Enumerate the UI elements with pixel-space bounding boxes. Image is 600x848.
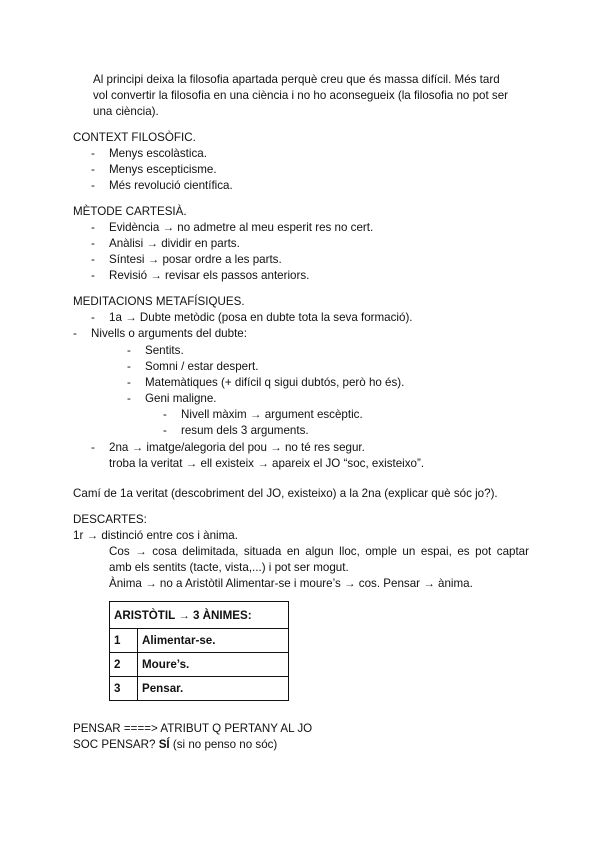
intro-line-3: una ciència). [93,105,159,118]
pensar-line-1: PENSAR ====> ATRIBUT Q PERTANY AL JO [73,722,313,735]
list-dash: - [91,163,95,176]
context-item: Menys escolàstica. [109,147,207,160]
table-row [110,653,289,677]
metode-heading: MÈTODE CARTESIÀ. [73,205,187,218]
meditacions-heading: MEDITACIONS METAFÍSIQUES. [73,295,245,308]
meditacions-item-2: 2na → imatge/alegoria del pou → no té res segur. [109,441,365,454]
list-dash: - [91,269,95,282]
list-dash: - [127,344,131,357]
geni-subitem: resum dels 3 arguments. [181,424,309,437]
table-header: ARISTÒTIL → 3 ÀNIMES: [110,602,289,629]
anima-line: Ànima → no a Aristòtil Alimentar-se i moure’s → cos. Pensar → ànima. [109,577,473,590]
table-row-number: 1 [110,629,138,653]
animes-table [109,601,289,701]
metode-item: Anàlisi → dividir en parts. [109,237,240,250]
cos-line-2: amb els sentits (tacte, vista,...) i pot ser mogut. [109,561,349,574]
context-item: Més revolució científica. [109,179,233,192]
metode-item: Síntesi → posar ordre a les parts. [109,253,282,266]
nivell-item: Geni maligne. [145,392,217,405]
pensar-line-2 [73,738,277,752]
list-dash: - [163,424,167,437]
list-dash: - [127,392,131,405]
table-row-number: 3 [110,677,138,701]
intro-line-1: Al principi deixa la filosofia apartada perquè creu que és massa difícil. Més tard [93,73,500,86]
list-dash: - [73,327,77,340]
list-dash: - [91,237,95,250]
pensar-explanation: (si no penso no sóc) [169,738,278,751]
meditacions-nivells: Nivells o arguments del dubte: [91,327,247,340]
metode-item: Revisió → revisar els passos anteriors. [109,269,310,282]
table-row-label: Alimentar-se. [138,629,289,653]
table-row-label: Pensar. [138,677,289,701]
table-row [110,629,289,653]
nivell-item: Somni / estar despert. [145,360,259,373]
cos-line-1: Cos → cosa delimitada, situada en algun lloc, omple un espai, es pot captar [109,545,529,558]
geni-subitem: Nivell màxim → argument escèptic. [181,408,363,421]
list-dash: - [91,311,95,324]
intro-line-2: vol convertir la filosofia en una ciència i no ho aconsegueix (la filosofia no pot ser [93,89,509,102]
list-dash: - [127,376,131,389]
list-dash: - [127,360,131,373]
context-heading: CONTEXT FILOSÒFIC. [73,131,196,144]
nivell-item: Matemàtiques (+ difícil q sigui dubtós, però ho és). [145,376,405,389]
meditacions-item-1: 1a → Dubte metòdic (posa en dubte tota la seva formació). [109,311,413,324]
list-dash: - [91,441,95,454]
table-header-row [110,602,289,629]
nivell-item: Sentits. [145,344,184,357]
descartes-line-1: 1r → distinció entre cos i ànima. [73,529,238,542]
table-row-number: 2 [110,653,138,677]
list-dash: - [91,253,95,266]
metode-item: Evidència → no admetre al meu esperit res no cert. [109,221,374,234]
list-dash: - [91,179,95,192]
meditacions-item-2-cont: troba la veritat → ell existeix → apareix el JO “soc, existeixo”. [109,457,425,470]
list-dash: - [163,408,167,421]
context-item: Menys escepticisme. [109,163,217,176]
pensar-answer: SÍ [158,738,170,751]
list-dash: - [91,221,95,234]
pensar-question: SOC PENSAR? [73,738,159,751]
cami-line: Camí de 1a veritat (descobriment del JO, existeixo) a la 2na (explicar què sóc jo?). [73,487,498,500]
list-dash: - [91,147,95,160]
table-row [110,677,289,701]
descartes-heading: DESCARTES: [73,513,147,526]
table-row-label: Moure’s. [138,653,289,677]
